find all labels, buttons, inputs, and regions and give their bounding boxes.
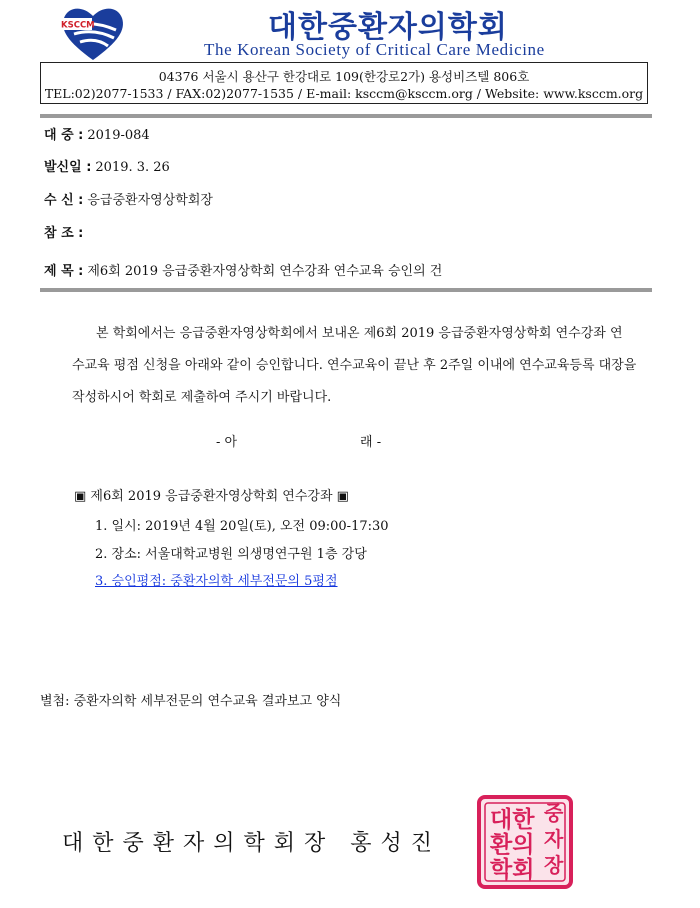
event-title: ▣ 제6회 2019 응급중환자영상학회 연수강좌 ▣ xyxy=(74,489,349,504)
field-label: 제 목 : xyxy=(44,264,84,279)
address: 04376 서울시 용산구 한강대로 109(한강로2가) 용성비즈텔 806호 xyxy=(158,69,530,84)
ksccm-logo xyxy=(58,4,128,62)
contact-box xyxy=(40,62,648,104)
field-value: 응급중환자영상학회장 xyxy=(87,193,213,208)
bottom-divider xyxy=(40,288,652,292)
svg-text:대한: 대한 xyxy=(490,807,535,833)
paragraph-line: 본 학회에서는 응급중환자영상학회에서 보내온 제6회 2019 응급중환자영상학회 연수강좌 연 xyxy=(96,326,623,341)
field-doc-number xyxy=(44,124,150,143)
field-send-date xyxy=(44,156,170,175)
event-item-credit[interactable]: 3. 승인평점: 중환자의학 세부전문의 5평점 xyxy=(95,574,338,589)
paragraph-line: 수교육 평점 신청을 아래와 같이 승인합니다. 연수교육이 끝난 후 2주일 이내에 연수교육등록 대장을 xyxy=(72,358,637,373)
field-value: 2019-084 xyxy=(87,128,150,143)
svg-text:학회: 학회 xyxy=(490,857,535,883)
field-recipient xyxy=(44,189,213,208)
field-subject xyxy=(44,260,442,279)
official-seal xyxy=(476,794,574,890)
field-label: 수 신 : xyxy=(44,193,84,208)
attachment-note: 별첨: 중환자의학 세부전문의 연수교육 결과보고 양식 xyxy=(40,694,342,709)
svg-text:환의: 환의 xyxy=(490,832,535,858)
field-label: 참 조 : xyxy=(44,226,84,241)
svg-text:중: 중 xyxy=(544,801,564,825)
field-value: 2019. 3. 26 xyxy=(95,160,170,175)
svg-text:자: 자 xyxy=(544,827,564,851)
org-name-korean: 대한중환자의학회 xyxy=(268,10,508,45)
field-label: 발신일 : xyxy=(44,160,92,175)
logo-text: KSCCM xyxy=(61,20,95,31)
field-value: 제6회 2019 응급중환자영상학회 연수강좌 연수교육 승인의 건 xyxy=(87,264,443,279)
field-label: 대 중 : xyxy=(44,128,84,143)
event-item-date: 1. 일시: 2019년 4월 20일(토), 오전 09:00-17:30 xyxy=(95,519,389,534)
contact-line: TEL:02)2077-1533 / FAX:02)2077-1535 / E-mail: ksccm@ksccm.org / Website: www.ksccm.org xyxy=(44,86,644,101)
field-reference xyxy=(44,222,87,241)
signature-line: 대한중환자의학회장 홍성진 xyxy=(62,831,442,856)
notice-heading-right: 래 - xyxy=(360,435,382,450)
org-name-english: The Korean Society of Critical Care Medicine xyxy=(204,40,545,59)
event-item-venue: 2. 장소: 서울대학교병원 의생명연구원 1층 강당 xyxy=(95,547,367,562)
paragraph-line: 작성하시어 학회로 제출하여 주시기 바랍니다. xyxy=(72,390,332,405)
notice-heading-left: - 아 xyxy=(216,435,238,450)
top-divider xyxy=(40,114,652,118)
svg-text:장: 장 xyxy=(544,853,564,877)
